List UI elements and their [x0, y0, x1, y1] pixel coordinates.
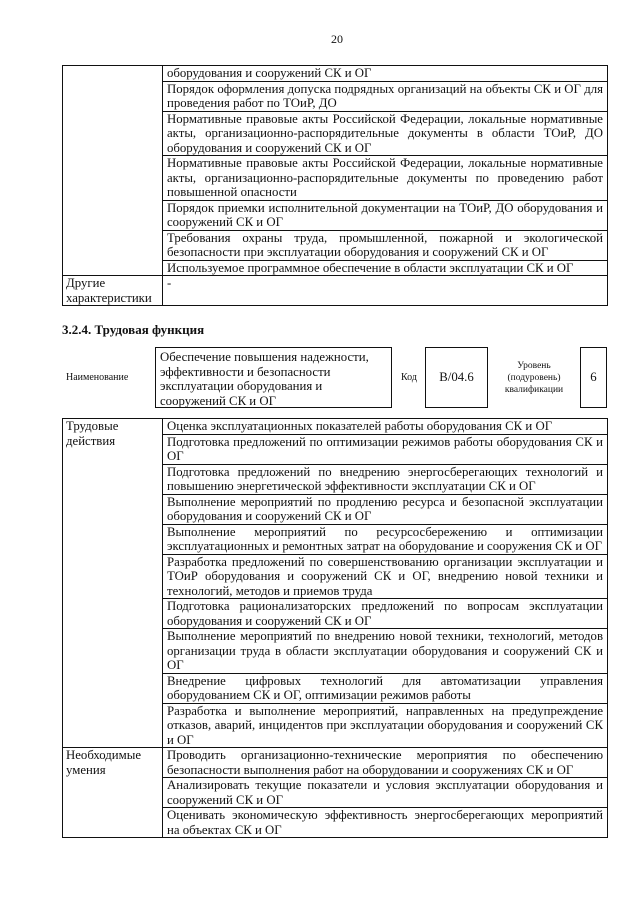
labor-actions-label: Трудовые действия	[63, 419, 163, 748]
labor-action-item: Внедрение цифровых технологий для автоматизации управления оборудованием СК и ОГ, оптимизации режимов работы	[163, 673, 608, 703]
labor-action-item: Подготовка рационализаторских предложений по вопросам эксплуатации оборудования и сооружений СК и ОГ	[163, 599, 608, 629]
function-code-label: Код	[401, 372, 417, 383]
skill-item: Оценивать экономическую эффективность энергосберегающих мероприятий на объектах СК и ОГ	[163, 808, 608, 838]
function-code-value: B/04.6	[439, 370, 474, 385]
table-row	[63, 748, 608, 778]
table-row	[63, 419, 608, 435]
other-characteristics-value: -	[163, 276, 608, 306]
function-code-box	[425, 347, 488, 408]
qualification-level-label: Уровень (подуровень) квалификации	[504, 361, 564, 395]
skill-item: Анализировать текущие показатели и условия эксплуатации оборудования и сооружений СК и ОГ	[163, 778, 608, 808]
knowledge-item: Требования охраны труда, промышленной, пожарной и экологической безопасности при эксплуатации оборудования и сооружений СК и ОГ	[163, 230, 608, 260]
qualification-level-box	[580, 347, 607, 408]
required-skills-label: Необходимые умения	[63, 748, 163, 838]
knowledge-item: Порядок оформления допуска подрядных организаций на объекты СК и ОГ для проведения работ по ТОиР, ДО	[163, 81, 608, 111]
labor-action-item: Подготовка предложений по внедрению энергосберегающих технологий и повышению энергетической эффективности эксплуатации СК и ОГ	[163, 464, 608, 494]
labor-function-table	[62, 418, 608, 838]
knowledge-item: Нормативные правовые акты Российской Федерации, локальные нормативные акты, организационно-распорядительные документы по проведению работ повышенной опасности	[163, 156, 608, 201]
qualification-level-value: 6	[590, 370, 597, 385]
knowledge-item: Порядок приемки исполнительной документации на ТОиР, ДО оборудования и сооружений СК и ОГ	[163, 200, 608, 230]
knowledge-item: Используемое программное обеспечение в области эксплуатации СК и ОГ	[163, 260, 608, 276]
function-name-box: Обеспечение повышения надежности, эффективности и безопасности эксплуатации оборудования и сооружений СК и ОГ	[155, 347, 392, 408]
labor-action-item: Разработка и выполнение мероприятий, направленных на предупреждение отказов, аварий, инцидентов при эксплуатации оборудования и сооружений СК и ОГ	[163, 703, 608, 748]
labor-action-item: Подготовка предложений по оптимизации режимов работы оборудования СК и ОГ	[163, 434, 608, 464]
section-heading: 3.2.4. Трудовая функция	[62, 322, 205, 337]
labor-action-item: Оценка эксплуатационных показателей работы оборудования СК и ОГ	[163, 419, 608, 435]
page-number: 20	[331, 32, 343, 46]
labor-action-item: Выполнение мероприятий по ресурсосбережению и оптимизации эксплуатационных и ремонтных затрат на оборудование и сооружения СК и ОГ	[163, 524, 608, 554]
knowledge-category-cell	[63, 66, 163, 276]
knowledge-table	[62, 65, 608, 306]
table-row	[63, 66, 608, 82]
knowledge-item: Нормативные правовые акты Российской Федерации, локальные нормативные акты, организационно-распорядительные документы в области ТОиР, ДО оборудования и сооружений СК и ОГ	[163, 111, 608, 156]
other-characteristics-label: Другие характеристики	[63, 276, 163, 306]
table-row	[63, 276, 608, 306]
skill-item: Проводить организационно-технические мероприятия по обеспечению безопасности выполнения работ на оборудовании и сооружениях СК и ОГ	[163, 748, 608, 778]
knowledge-item: оборудования и сооружений СК и ОГ	[163, 66, 608, 82]
labor-action-item: Выполнение мероприятий по продлению ресурса и безопасной эксплуатации оборудования и сооружений СК и ОГ	[163, 494, 608, 524]
function-name-label: Наименование	[66, 372, 129, 383]
labor-action-item: Выполнение мероприятий по внедрению новой техники, технологий, методов организации труда в области эксплуатации оборудования и сооружений СК и ОГ	[163, 629, 608, 674]
labor-action-item: Разработка предложений по совершенствованию организации эксплуатации и ТОиР оборудования и сооружений СК и ОГ, внедрению новой техники и технологий, методов и приемов труда	[163, 554, 608, 599]
